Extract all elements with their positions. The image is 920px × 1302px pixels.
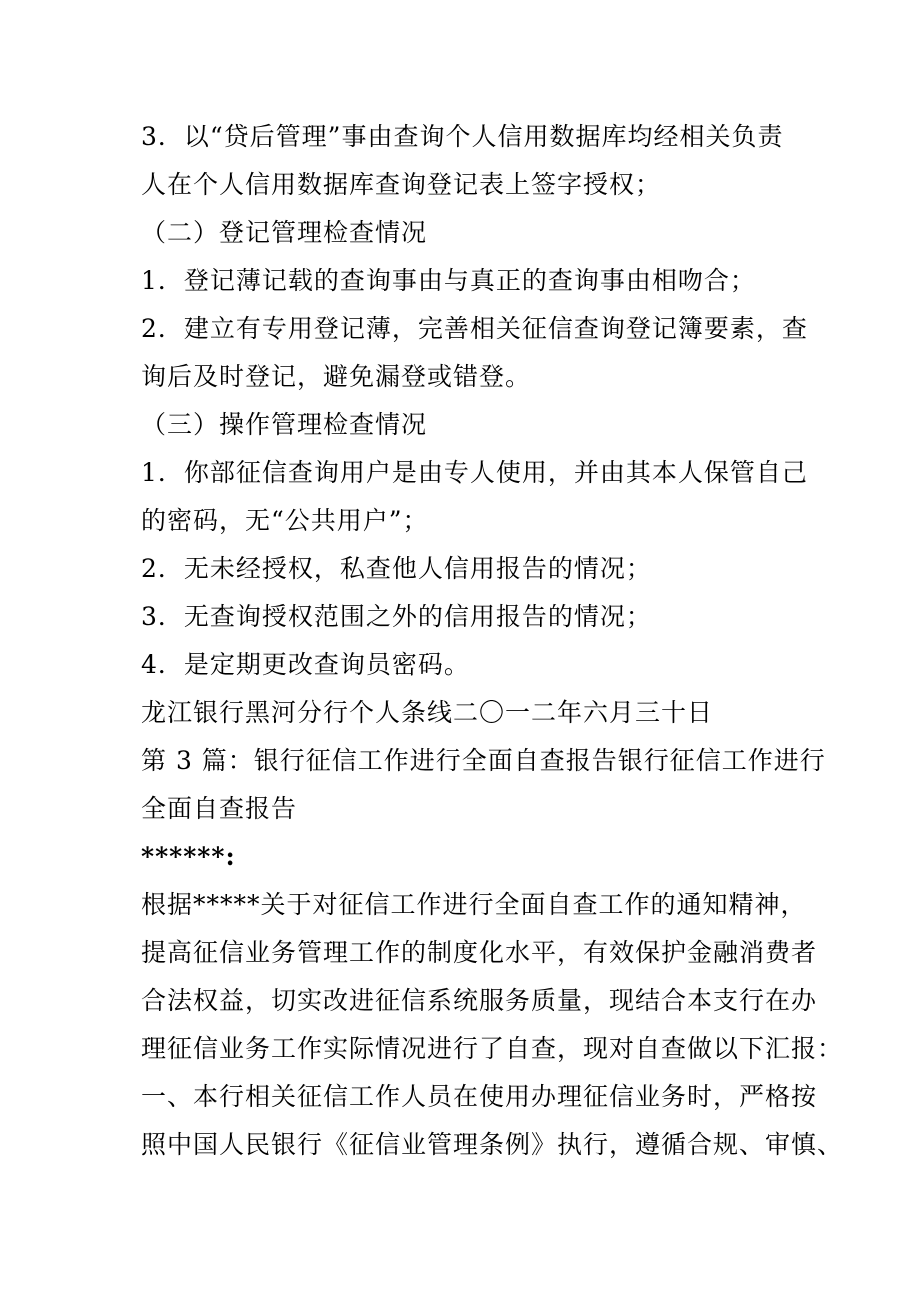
section-heading: （二）登记管理检查情况 — [141, 218, 428, 247]
text-line: 3．无查询授权范围之外的信用报告的情况； — [141, 602, 652, 631]
text-line: 询后及时登记，避免漏登或错登。 — [141, 362, 532, 391]
text-line: 1．登记薄记载的查询事由与真正的查询事由相吻合； — [141, 266, 756, 295]
section-heading: （三）操作管理检查情况 — [141, 410, 428, 439]
text-line: 提高征信业务管理工作的制度化水平，有效保护金融消费者 — [141, 938, 818, 967]
chapter-title: 全面自查报告 — [141, 794, 298, 823]
text-line: 一、本行相关征信工作人员在使用办理征信业务时，严格按 — [141, 1082, 818, 1111]
text-line: 照中国人民银行《征信业管理条例》执行，遵循合规、审慎、 — [141, 1130, 844, 1159]
text-line: 根据*****关于对征信工作进行全面自查工作的通知精神， — [141, 890, 807, 919]
chapter-title: 第 3 篇：银行征信工作进行全面自查报告银行征信工作进行 — [141, 746, 826, 775]
text-line: 1．你部征信查询用户是由专人使用，并由其本人保管自己 — [141, 458, 808, 487]
text-line: 4．是定期更改查询员密码。 — [141, 650, 470, 679]
text-line: 合法权益，切实改进征信系统服务质量，现结合本支行在办 — [141, 986, 818, 1015]
salutation: ******: — [141, 842, 236, 871]
text-line: 2．建立有专用登记薄，完善相关征信查询登记簿要素，查 — [141, 314, 808, 343]
text-line: 2．无未经授权，私查他人信用报告的情况； — [141, 554, 652, 583]
text-line: 理征信业务工作实际情况进行了自查，现对自查做以下汇报： — [141, 1034, 844, 1063]
signature-line: 龙江银行黑河分行个人条线二〇一二年六月三十日 — [141, 698, 714, 727]
text-line: 的密码，无“公共用户”； — [141, 506, 429, 535]
text-line: 人在个人信用数据库查询登记表上签字授权； — [141, 170, 662, 199]
text-line: 3．以“贷后管理”事由查询个人信用数据库均经相关负责 — [141, 122, 784, 151]
